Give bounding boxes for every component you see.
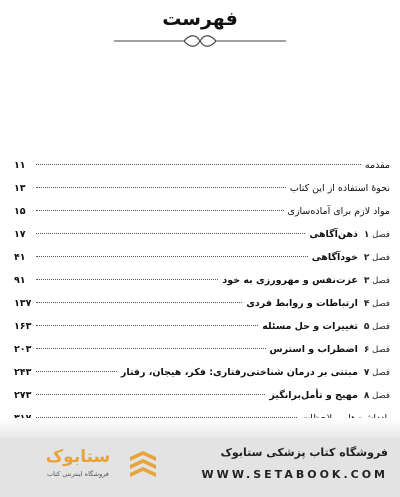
chapter-number: ۱ [363, 230, 370, 240]
chapter-number: ۷ [363, 368, 370, 378]
dot-leader [36, 301, 242, 303]
toc-entry [14, 269, 390, 292]
chapter-marker [364, 316, 390, 339]
toc-entry-title: مهیج و تأمل‌برانگیز [269, 390, 358, 401]
toc-entry [14, 154, 390, 177]
chapter-word: فصل [372, 345, 390, 355]
chapter-number: ۳ [363, 276, 370, 286]
toc-page-number: ۴۱ [14, 252, 26, 263]
chapter-marker [364, 385, 390, 408]
chapter-word: فصل [372, 322, 390, 332]
toc-page-number: ۱۵ [14, 206, 26, 217]
toc-entry [14, 292, 390, 315]
page-title: فهرست [162, 8, 238, 30]
chapter-word: فصل [372, 391, 390, 401]
toc-entry-title: تغییرات و حل مسئله [262, 321, 358, 332]
toc-page-number: ۱۳ [14, 183, 26, 194]
toc-entry-title: مبتنی بر درمان شناختی‌رفتاری: فکر، هیجان، رفتار [120, 367, 358, 378]
toc-page-number: ۱۱ [14, 160, 26, 171]
toc-entry-title: ارتباطات و روابط فردی [246, 298, 358, 309]
toc-entry-title: خودآگاهی [311, 252, 358, 263]
store-logo-subtitle: فروشگاه اینترنتی کتاب [47, 470, 109, 478]
dot-leader [36, 163, 361, 165]
toc-entry [14, 361, 390, 384]
dot-leader [36, 232, 305, 234]
toc-page-number: ۲۴۳ [14, 367, 32, 378]
toc-page-number: ۱۷ [14, 229, 26, 240]
dot-leader [36, 370, 117, 372]
toc-page-number: ۱۳۷ [14, 298, 32, 309]
chapter-marker [364, 293, 390, 316]
toc-entry [14, 246, 390, 269]
chapter-number: ۸ [363, 391, 370, 401]
toc-entry [14, 338, 390, 361]
chapter-number: ۵ [363, 322, 370, 332]
toc-page-number: ۹۱ [14, 275, 26, 286]
chapter-word: فصل [372, 299, 390, 309]
chapter-number: ۲ [363, 253, 370, 263]
dot-leader [36, 347, 266, 349]
store-logo-text: ستابوک [45, 447, 111, 467]
dot-leader [36, 255, 308, 257]
toc-entry-title: اضطراب و استرس [269, 344, 358, 355]
toc-page-number: ۲۰۳ [14, 344, 32, 355]
chapter-marker [364, 339, 390, 362]
chapter-marker [364, 224, 390, 247]
chapter-marker [364, 247, 390, 270]
page-shadow [0, 418, 400, 438]
store-name: فروشگاه کتاب پزشکی ستابوک [220, 446, 388, 459]
chapter-number: ۴ [363, 299, 370, 309]
chapter-number: ۶ [363, 345, 370, 355]
toc-entry-title: ذهن‌آگاهی [309, 229, 358, 240]
dot-leader [36, 209, 284, 211]
toc-entry-title: مقدمه [364, 160, 390, 171]
dot-leader [36, 324, 258, 326]
chapter-word: فصل [372, 230, 390, 240]
dot-leader [36, 278, 218, 280]
dot-leader [36, 186, 286, 188]
store-url[interactable]: WWW.SETABOOK.COM [201, 468, 388, 481]
chapter-word: فصل [372, 276, 390, 286]
toc-entry [14, 223, 390, 246]
toc-entry [14, 384, 390, 407]
toc-entry-title: نحوهٔ استفاده از این کتاب [289, 183, 390, 194]
toc-entry [14, 200, 390, 223]
ornament-divider-icon [114, 34, 286, 48]
chapter-marker [364, 362, 390, 385]
chapter-word: فصل [372, 368, 390, 378]
toc-page-number: ۲۷۳ [14, 390, 32, 401]
toc-entry-title: مواد لازم برای آماده‌سازی [287, 206, 390, 217]
chapter-marker [364, 270, 390, 293]
chapter-word: فصل [372, 253, 390, 263]
toc-entry-title: عزت‌نفس و مهرورزی به خود [222, 275, 358, 286]
toc-entry [14, 177, 390, 200]
dot-leader [36, 393, 265, 395]
book-logo-icon [126, 449, 160, 481]
toc-page-number: ۱۶۳ [14, 321, 32, 332]
toc-entry [14, 315, 390, 338]
